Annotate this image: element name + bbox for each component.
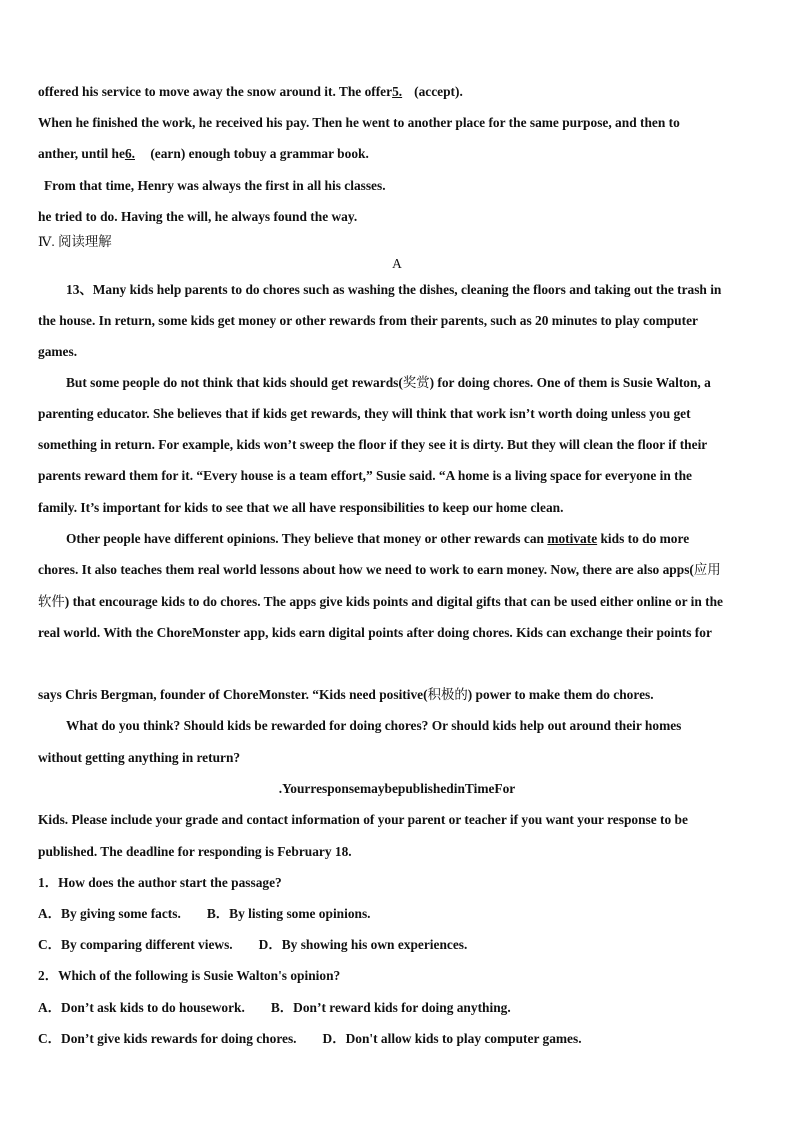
option-b[interactable]: B．Don’t reward kids for doing anything. xyxy=(270,1000,511,1015)
option-d[interactable]: D．Don't allow kids to play computer games. xyxy=(322,1031,582,1046)
blank-number: 5. xyxy=(392,84,403,99)
question-1-options-row-2 xyxy=(38,936,467,954)
passage-p2-line-3: something in return. For example, kids won’t sweep the floor if they see it is dirty. But they will clean the floor if their xyxy=(38,437,708,452)
passage-text: ) for doing chores. One of them is Susie Walton, a xyxy=(429,375,711,390)
passage-p4-line-2: without getting anything in return? xyxy=(38,750,241,765)
underlined-word: motivate xyxy=(547,531,598,546)
option-a[interactable]: A．By giving some facts. xyxy=(38,906,181,921)
chinese-gloss: 软件 xyxy=(38,594,65,609)
chinese-gloss: 应用 xyxy=(693,562,721,577)
passage-p2-line-2: parenting educator. She believes that if kids get rewards, they will think that work isn’t worth doing unless you get xyxy=(38,406,691,421)
passage-p5-line-3: published. The deadline for responding is February 18. xyxy=(38,844,352,859)
passage-text: ) power to make them do chores. xyxy=(467,687,654,702)
passage-text: chores. It also teaches them real world lessons about how we need to work to earn money. Now, there are also apps( xyxy=(38,562,694,577)
cloze-line-4: From that time, Henry was always the first in all his classes. xyxy=(44,178,386,193)
question-1-options-row-1 xyxy=(38,905,371,923)
passage-text: says Chris Bergman, founder of ChoreMonster. “Kids need positive( xyxy=(38,687,428,702)
passage-p1-line-3: games. xyxy=(38,344,78,359)
cloze-line-3 xyxy=(38,145,369,163)
option-d[interactable]: D．By showing his own experiences. xyxy=(258,937,468,952)
cloze-line-5: he tried to do. Having the will, he always found the way. xyxy=(38,209,358,224)
blank-number: 6. xyxy=(124,146,135,161)
passage-p3-line-1 xyxy=(66,530,689,548)
option-a[interactable]: A．Don’t ask kids to do housework. xyxy=(38,1000,245,1015)
passage-text: But some people do not think that kids should get rewards( xyxy=(66,375,403,390)
blank-6 xyxy=(125,146,147,161)
blank-5 xyxy=(392,84,414,99)
passage-p2-line-4: parents reward them for it. “Every house is a team effort,” Susie said. “A home is a living space for everyone in the xyxy=(38,468,692,483)
passage-p3-line-4: real world. With the ChoreMonster app, kids earn digital points after doing chores. Kids can exchange their points for xyxy=(38,625,712,640)
question-2-options-row-1 xyxy=(38,999,511,1017)
passage-p2-line-1 xyxy=(66,374,711,392)
chinese-gloss: 奖赏 xyxy=(402,375,430,390)
cloze-text: anther, until he xyxy=(38,146,125,161)
question-2-stem: 2．Which of the following is Susie Walton's opinion? xyxy=(38,968,341,983)
question-2-options-row-2 xyxy=(38,1030,582,1048)
chinese-gloss: 积极的 xyxy=(427,687,468,702)
passage-letter: A xyxy=(392,256,402,271)
cloze-text: offered his service to move away the snow around it. The offer xyxy=(38,84,393,99)
cloze-line-2: When he finished the work, he received his pay. Then he went to another place for the same purpose, and then to xyxy=(38,115,680,130)
passage-p5-line-1: .YourresponsemaybepublishedinTimeFor xyxy=(278,781,516,796)
option-c[interactable]: C．Don’t give kids rewards for doing chores. xyxy=(38,1031,297,1046)
option-b[interactable]: B．By listing some opinions. xyxy=(206,906,371,921)
cloze-text: (accept). xyxy=(414,84,463,99)
passage-p3-line-3 xyxy=(38,593,723,611)
question-1-stem: 1．How does the author start the passage? xyxy=(38,875,282,890)
passage-text: kids to do more xyxy=(597,531,690,546)
passage-text: ) that encourage kids to do chores. The apps give kids points and digital gifts that can be used either online or in the xyxy=(64,594,723,609)
passage-text: Other people have different opinions. They believe that money or other rewards can xyxy=(66,531,548,546)
passage-p2-line-5: family. It’s important for kids to see that we all have responsibilities to keep our home clean. xyxy=(38,500,564,515)
passage-p5-line-2: Kids. Please include your grade and contact information of your parent or teacher if you want your response to be xyxy=(38,812,688,827)
passage-p1-line-1: 13、Many kids help parents to do chores such as washing the dishes, cleaning the floors and taking out the trash in xyxy=(66,282,722,297)
passage-p1-line-2: the house. In return, some kids get money or other rewards from their parents, such as 20 minutes to play computer xyxy=(38,313,698,328)
section-heading: Ⅳ. 阅读理解 xyxy=(38,234,112,249)
passage-p3-line-2 xyxy=(38,561,721,579)
option-c[interactable]: C．By comparing different views. xyxy=(38,937,233,952)
cloze-text: (earn) enough tobuy a grammar book. xyxy=(146,146,369,161)
passage-p3-line-5 xyxy=(38,686,654,704)
passage-p4-line-1: What do you think? Should kids be rewarded for doing chores? Or should kids help out around their homes xyxy=(66,718,682,733)
cloze-line-1 xyxy=(38,83,463,101)
